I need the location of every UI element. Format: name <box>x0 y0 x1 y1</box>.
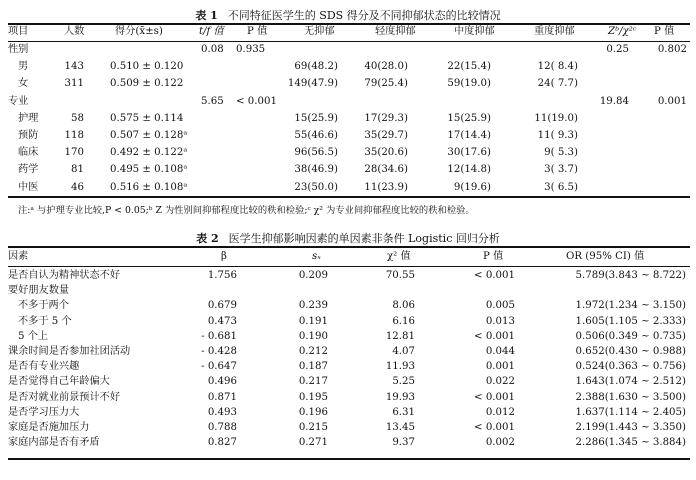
table2-bottom-rule <box>8 458 690 460</box>
p-cell: < 0.001 <box>474 270 515 281</box>
table2-caption <box>0 230 696 246</box>
t2-h-chi: χ² 值 <box>387 251 411 262</box>
t1-h-tf: t/f 值 <box>199 26 224 37</box>
p-cell: 0.002 <box>485 437 515 448</box>
se-cell: 0.212 <box>298 346 328 357</box>
table2-label: 表 2 <box>196 232 219 245</box>
se-cell: 0.217 <box>298 376 328 387</box>
beta-cell: 0.788 <box>207 422 237 433</box>
item-cell: 专业 <box>8 96 29 107</box>
beta-cell: 1.756 <box>207 270 237 281</box>
beta-cell: 0.473 <box>207 316 237 327</box>
beta-cell: - 0.647 <box>201 361 237 372</box>
beta-cell: - 0.681 <box>201 331 237 342</box>
factor-cell: 是否自认为精神状态不好 <box>8 270 121 281</box>
t1-h-severe: 重度抑郁 <box>534 26 575 37</box>
none-cell: 55(46.6) <box>294 130 338 141</box>
chi-cell: 9.37 <box>392 437 415 448</box>
or-cell: 1.972(1.234 ~ 3.150) <box>575 300 686 311</box>
factor-cell: 不多于两个 <box>18 300 69 311</box>
chi-cell: 8.06 <box>392 300 415 311</box>
none-cell: 96(56.5) <box>294 147 338 158</box>
table1-note: 注:ᵃ 与护理专业比较,P < 0.05;ᵇ Z 为性别间抑郁程度比较的秩和检验;ᶜ χ² 为专业间抑郁程度比较的秩和检验。 <box>18 205 475 216</box>
se-cell: 0.215 <box>298 422 328 433</box>
t1-h-mild: 轻度抑郁 <box>375 26 416 37</box>
or-cell: 0.652(0.430 ~ 0.988) <box>575 346 686 357</box>
severe-cell: 3( 6.5) <box>544 182 578 193</box>
se-cell: 0.190 <box>298 331 328 342</box>
table1-label: 表 1 <box>195 9 218 22</box>
p-cell: 0.005 <box>485 300 515 311</box>
factor-cell: 课余时间是否参加社团活动 <box>8 346 131 357</box>
t2-h-p: P 值 <box>483 251 504 262</box>
n-cell: 58 <box>71 113 84 124</box>
severe-cell: 11(19.0) <box>534 113 578 124</box>
p-cell: 0.935 <box>236 44 266 55</box>
n-cell: 46 <box>71 182 84 193</box>
p-cell: < 0.001 <box>236 96 277 107</box>
beta-cell: - 0.428 <box>201 346 237 357</box>
table1-top-rule <box>8 23 690 25</box>
or-cell: 1.637(1.114 ~ 2.405) <box>575 407 686 418</box>
severe-cell: 3( 3.7) <box>544 164 578 175</box>
t1-h-p: P 值 <box>247 26 268 37</box>
moderate-cell: 12(14.8) <box>447 164 491 175</box>
score-cell: 0.507 ± 0.128ᵃ <box>110 130 188 141</box>
se-cell: 0.239 <box>298 300 328 311</box>
chi-cell: 19.93 <box>385 392 415 403</box>
beta-cell: 0.493 <box>207 407 237 418</box>
t2-h-factor: 因素 <box>8 251 29 262</box>
score-cell: 0.575 ± 0.114 <box>110 113 184 124</box>
score-cell: 0.510 ± 0.120 <box>110 61 184 72</box>
none-cell: 38(46.9) <box>294 164 338 175</box>
t2-h-se: sₓ <box>312 251 321 262</box>
chi-cell: 6.31 <box>392 407 415 418</box>
p-cell: 0.013 <box>485 316 515 327</box>
severe-cell: 24( 7.7) <box>537 78 578 89</box>
mild-cell: 79(25.4) <box>364 78 408 89</box>
mild-cell: 40(28.0) <box>364 61 408 72</box>
p-cell: < 0.001 <box>474 331 515 342</box>
t2-h-beta: β <box>221 251 227 262</box>
chi-cell: 11.93 <box>385 361 415 372</box>
none-cell: 69(48.2) <box>294 61 338 72</box>
score-cell: 0.492 ± 0.122ᵃ <box>110 147 188 158</box>
or-cell: 2.199(1.443 ~ 3.350) <box>575 422 686 433</box>
n-cell: 118 <box>64 130 84 141</box>
t1-h-p2: P 值 <box>654 26 675 37</box>
factor-cell: 要好朋友数量 <box>8 285 70 296</box>
p-cell: 0.012 <box>485 407 515 418</box>
t1-h-score: 得分(x̄±s) <box>115 26 163 37</box>
t1-h-z: Zᵇ/χ²ᶜ <box>608 26 637 37</box>
table2-top-rule <box>8 246 690 248</box>
severe-cell: 11( 9.3) <box>537 130 578 141</box>
mild-cell: 11(23.9) <box>364 182 408 193</box>
n-cell: 81 <box>71 164 84 175</box>
mild-cell: 28(34.6) <box>364 164 408 175</box>
item-cell: 护理 <box>18 113 39 124</box>
se-cell: 0.187 <box>298 361 328 372</box>
chi-cell: 13.45 <box>385 422 415 433</box>
factor-cell: 家庭内部是否有矛盾 <box>8 437 100 448</box>
se-cell: 0.209 <box>298 270 328 281</box>
n-cell: 143 <box>64 61 84 72</box>
p-cell: 0.044 <box>485 346 515 357</box>
table1-title: 不同特征医学生的 SDS 得分及不同抑郁状态的比较情况 <box>227 9 501 22</box>
n-cell: 170 <box>64 147 84 158</box>
severe-cell: 12( 8.4) <box>537 61 578 72</box>
item-cell: 中医 <box>18 182 39 193</box>
item-cell: 临床 <box>18 147 39 158</box>
tf-cell: 0.08 <box>201 44 224 55</box>
table1-caption <box>0 7 696 23</box>
t1-h-item: 项目 <box>8 26 29 37</box>
or-cell: 2.286(1.345 ~ 3.884) <box>575 437 686 448</box>
z-cell: 0.25 <box>606 44 629 55</box>
factor-cell: 是否觉得自己年龄偏大 <box>8 376 110 387</box>
factor-cell: 5 个上 <box>18 331 49 342</box>
t1-h-none: 无抑郁 <box>304 26 335 37</box>
chi-cell: 4.07 <box>392 346 415 357</box>
beta-cell: 0.679 <box>207 300 237 311</box>
p-cell: < 0.001 <box>474 422 515 433</box>
or-cell: 1.605(1.105 ~ 2.333) <box>575 316 686 327</box>
beta-cell: 0.827 <box>207 437 237 448</box>
or-cell: 5.789(3.843 ~ 8.722) <box>575 270 686 281</box>
tf-cell: 5.65 <box>201 96 224 107</box>
item-cell: 男 <box>18 61 29 72</box>
item-cell: 预防 <box>18 130 39 141</box>
factor-cell: 是否学习压力大 <box>8 407 80 418</box>
factor-cell: 不多于 5 个 <box>18 316 72 327</box>
mild-cell: 35(29.7) <box>364 130 408 141</box>
p2-cell: 0.802 <box>657 44 687 55</box>
beta-cell: 0.871 <box>207 392 237 403</box>
moderate-cell: 17(14.4) <box>447 130 491 141</box>
se-cell: 0.195 <box>298 392 328 403</box>
beta-cell: 0.496 <box>207 376 237 387</box>
chi-cell: 6.16 <box>392 316 415 327</box>
score-cell: 0.516 ± 0.108ᵃ <box>110 182 188 193</box>
chi-cell: 70.55 <box>385 270 415 281</box>
moderate-cell: 22(15.4) <box>447 61 491 72</box>
moderate-cell: 15(25.9) <box>447 113 491 124</box>
or-cell: 2.388(1.630 ~ 3.500) <box>575 392 686 403</box>
none-cell: 149(47.9) <box>287 78 338 89</box>
none-cell: 23(50.0) <box>294 182 338 193</box>
table1-bottom-rule <box>8 196 690 198</box>
or-cell: 0.506(0.349 ~ 0.735) <box>575 331 686 342</box>
se-cell: 0.196 <box>298 407 328 418</box>
score-cell: 0.509 ± 0.122 <box>110 78 184 89</box>
p-cell: < 0.001 <box>474 392 515 403</box>
n-cell: 311 <box>64 78 84 89</box>
moderate-cell: 30(17.6) <box>447 147 491 158</box>
or-cell: 0.524(0.363 ~ 0.756) <box>575 361 686 372</box>
mild-cell: 17(29.3) <box>364 113 408 124</box>
t1-h-n: 人数 <box>64 26 85 37</box>
item-cell: 药学 <box>18 164 39 175</box>
or-cell: 1.643(1.074 ~ 2.512) <box>575 376 686 387</box>
se-cell: 0.191 <box>298 316 328 327</box>
item-cell: 女 <box>18 78 29 89</box>
factor-cell: 是否对就业前景预计不好 <box>8 392 121 403</box>
t1-h-moderate: 中度抑郁 <box>454 26 495 37</box>
none-cell: 15(25.9) <box>294 113 338 124</box>
p-cell: 0.022 <box>485 376 515 387</box>
severe-cell: 9( 5.3) <box>544 147 578 158</box>
moderate-cell: 9(19.6) <box>453 182 491 193</box>
chi-cell: 12.81 <box>385 331 415 342</box>
table1-header-rule <box>8 41 690 42</box>
se-cell: 0.271 <box>298 437 328 448</box>
mild-cell: 35(20.6) <box>364 147 408 158</box>
table2-header-rule <box>8 266 690 267</box>
factor-cell: 是否有专业兴趣 <box>8 361 80 372</box>
table2-title: 医学生抑郁影响因素的单因素非条件 Logistic 回归分析 <box>228 232 500 245</box>
t2-h-or: OR (95% CI) 值 <box>566 251 645 262</box>
p-cell: 0.001 <box>485 361 515 372</box>
z-cell: 19.84 <box>599 96 629 107</box>
moderate-cell: 59(19.0) <box>447 78 491 89</box>
factor-cell: 家庭是否施加压力 <box>8 422 90 433</box>
item-cell: 性别 <box>8 44 29 55</box>
score-cell: 0.495 ± 0.108ᵃ <box>110 164 188 175</box>
chi-cell: 5.25 <box>392 376 415 387</box>
p2-cell: 0.001 <box>657 96 687 107</box>
